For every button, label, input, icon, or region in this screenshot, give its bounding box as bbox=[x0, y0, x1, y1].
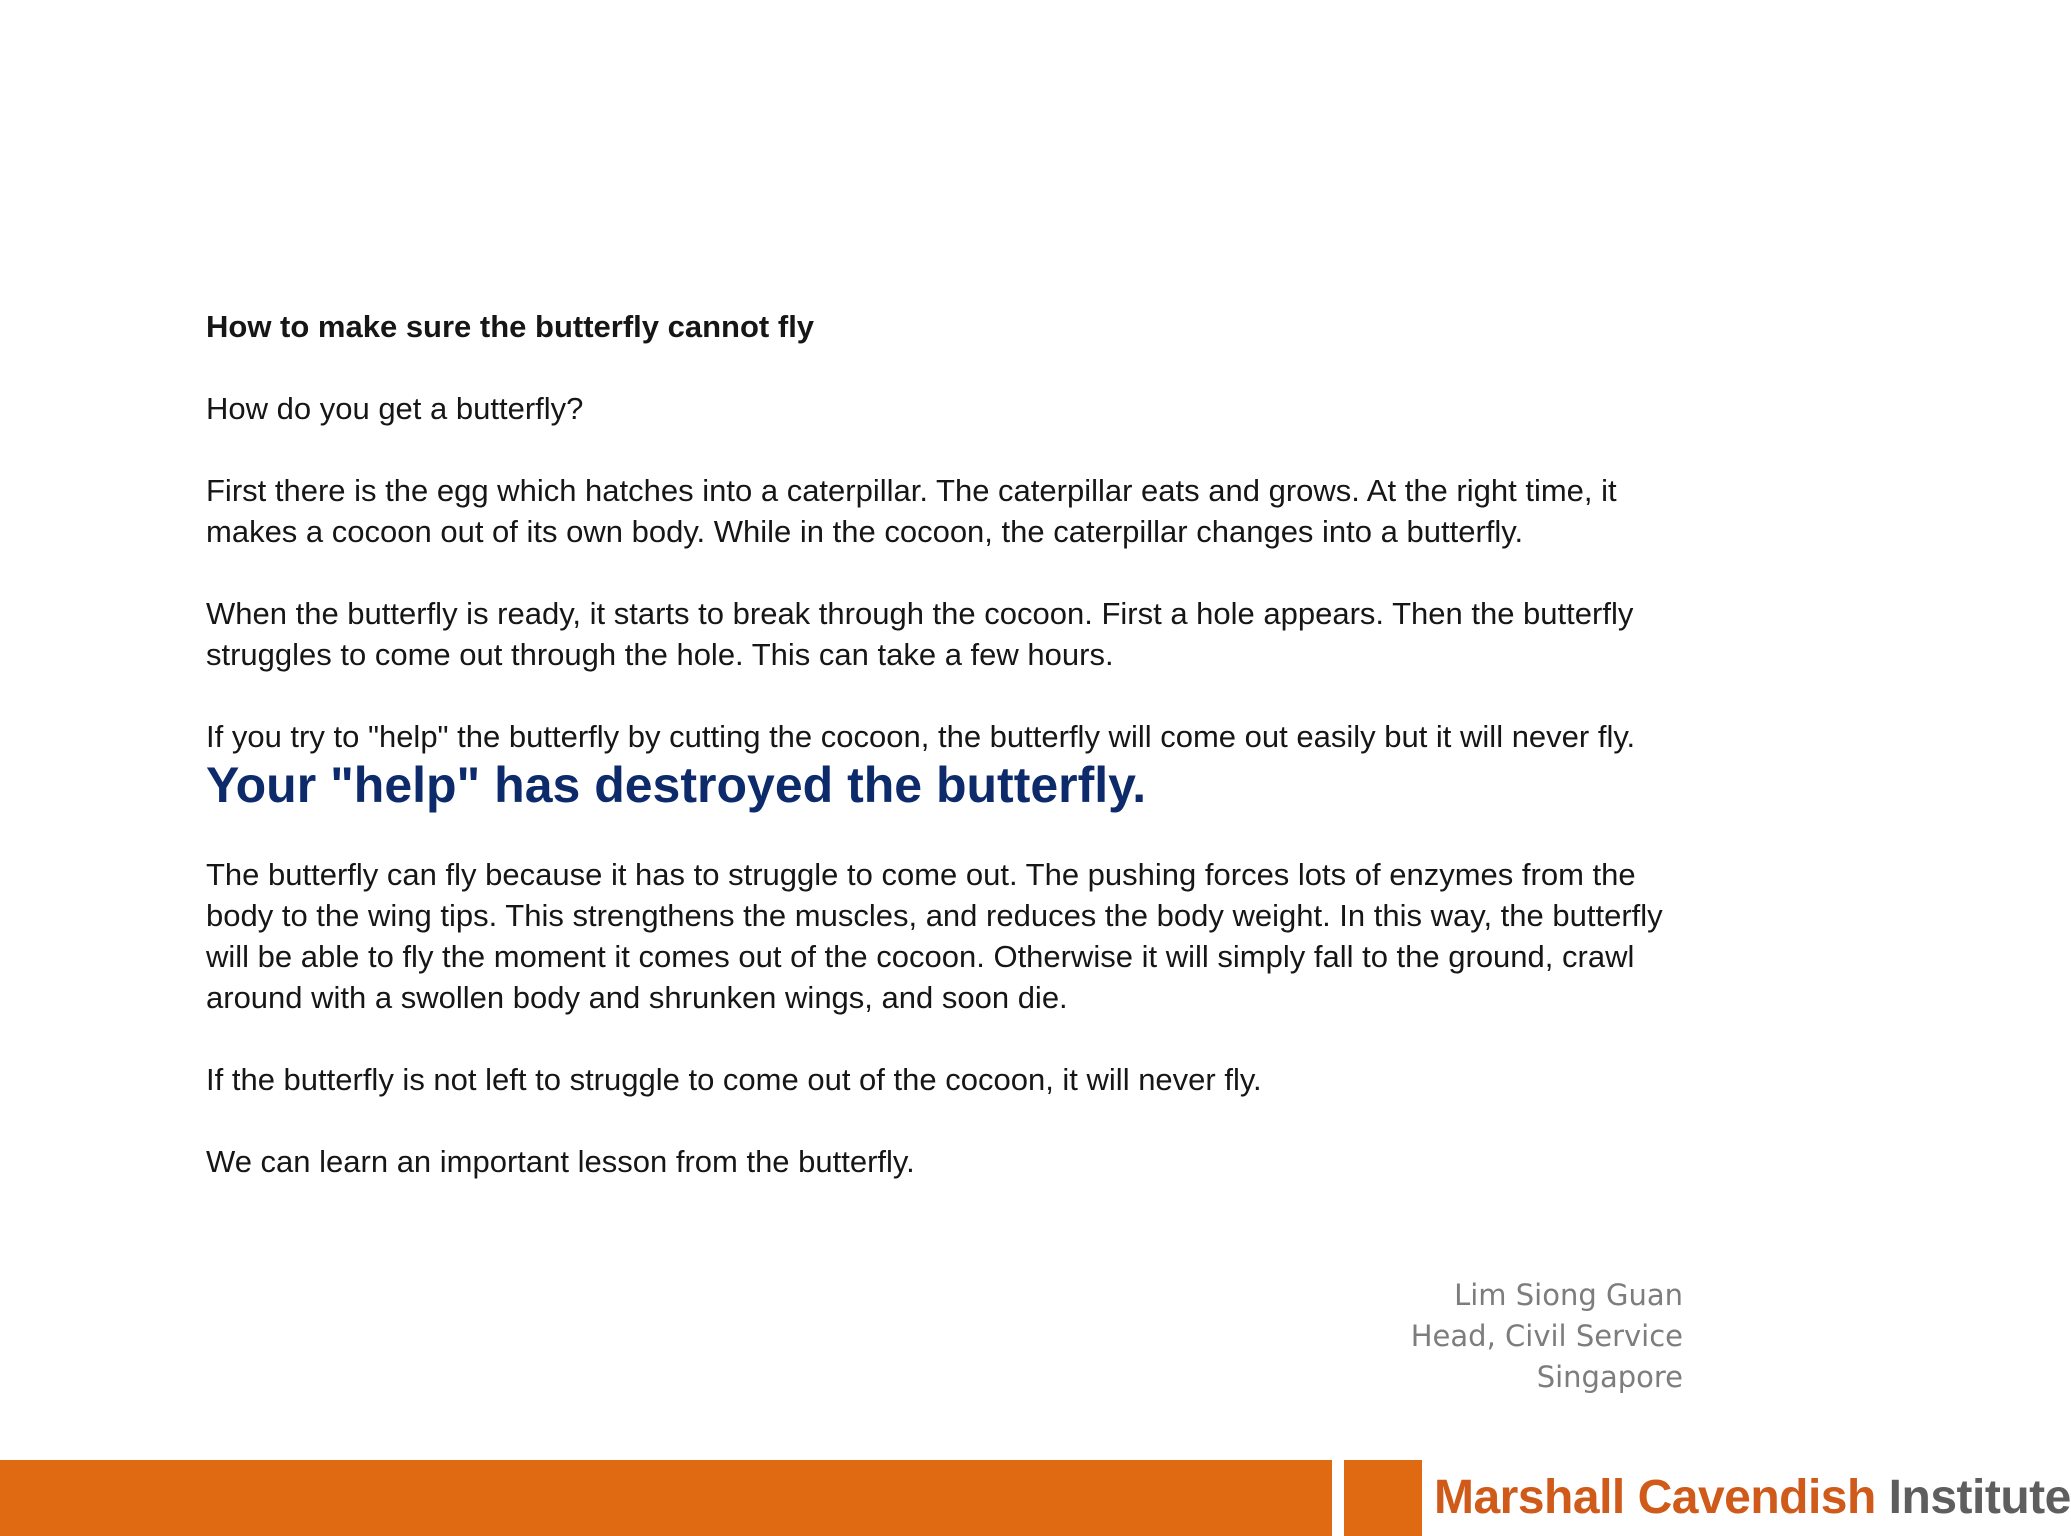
paragraph: When the butterfly is ready, it starts to break through the cocoon. First a hole appears. Then the butterfly struggles to come out through the hole. This can take a few hours. bbox=[206, 596, 1634, 672]
marshall-cavendish-logo bbox=[1434, 1466, 2071, 1530]
attribution-country: Singapore bbox=[1536, 1360, 1683, 1394]
attribution-name: Lim Siong Guan bbox=[1454, 1278, 1683, 1312]
attribution-position: Head, Civil Service bbox=[1410, 1319, 1683, 1353]
footer-bar bbox=[0, 1460, 1332, 1536]
help-paragraph-text: If you try to "help" the butterfly by cutting the cocoon, the butterfly will come out easily but it will never fly. bbox=[206, 719, 1636, 754]
slide-content bbox=[206, 306, 1666, 1223]
paragraph: We can learn an important lesson from the butterfly. bbox=[206, 1144, 915, 1179]
help-paragraph bbox=[206, 716, 1666, 813]
paragraph: How do you get a butterfly? bbox=[206, 391, 584, 426]
slide-title: How to make sure the butterfly cannot fly bbox=[206, 309, 815, 344]
logo-suffix-text: Institute bbox=[1888, 1471, 2071, 1524]
emphasis-statement: Your "help" has destroyed the butterfly. bbox=[206, 757, 1147, 813]
footer-bar-accent bbox=[1344, 1460, 1422, 1536]
logo-brand-text: Marshall Cavendish bbox=[1434, 1471, 1876, 1524]
paragraph: First there is the egg which hatches into a caterpillar. The caterpillar eats and grows. At the right time, it makes a cocoon out of its own body. While in the cocoon, the caterpillar changes into a butterfly. bbox=[206, 473, 1617, 549]
paragraph: The butterfly can fly because it has to struggle to come out. The pushing forces lots of enzymes from the body to the wing tips. This strengthens the muscles, and reduces the body weight. In this way, the butterfly will be able to fly the moment it comes out of the cocoon. Otherwise it will simply fall to the ground, crawl around with a swollen body and shrunken wings, and soon die. bbox=[206, 857, 1663, 1015]
paragraph: If the butterfly is not left to struggle to come out of the cocoon, it will never fly. bbox=[206, 1062, 1262, 1097]
attribution bbox=[1411, 1275, 1683, 1398]
